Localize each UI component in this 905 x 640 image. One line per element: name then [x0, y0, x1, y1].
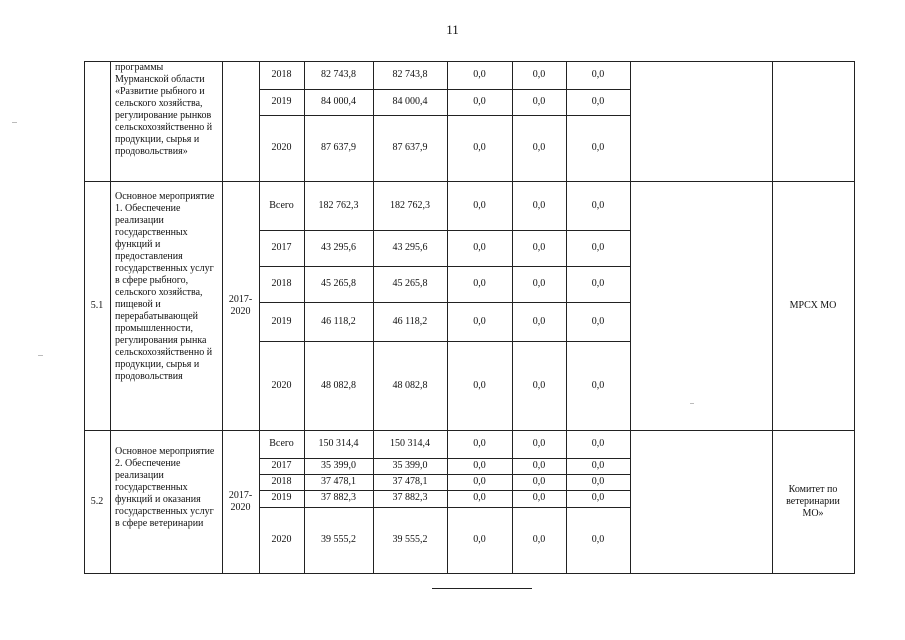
column-divider [854, 61, 855, 573]
value-cell: 0,0 [473, 242, 486, 253]
value-cell: 0,0 [473, 96, 486, 107]
value-cell: 82 743,8 [321, 69, 356, 80]
row-divider [259, 115, 631, 116]
table-bottom-border [84, 573, 855, 574]
value-cell: 84 000,4 [321, 96, 356, 107]
row-divider [259, 507, 631, 508]
value-cell: 0,0 [532, 492, 546, 503]
year-cell: 2019 [271, 316, 292, 327]
year-cell: 2018 [271, 476, 292, 487]
value-cell: 87 637,9 [392, 142, 428, 153]
year-cell: 2018 [271, 278, 292, 289]
year-cell: Всего [269, 438, 294, 449]
value-cell: 0,0 [532, 380, 546, 391]
row-divider [259, 490, 631, 491]
executor: МРСХ МО [789, 299, 837, 311]
row-number: 5.1 [90, 299, 104, 311]
value-cell: 0,0 [532, 200, 546, 211]
year-cell: 2017 [271, 460, 292, 471]
value-cell: 48 082,8 [321, 380, 356, 391]
value-cell: 48 082,8 [392, 380, 428, 391]
value-cell: 0,0 [473, 460, 486, 471]
value-cell: 182 762,3 [390, 200, 430, 211]
value-cell: 0,0 [473, 142, 486, 153]
value-cell: 150 314,4 [390, 438, 430, 449]
value-cell: 46 118,2 [392, 316, 428, 327]
value-cell: 0,0 [532, 278, 546, 289]
period: 2017- 2020 [228, 293, 253, 317]
value-cell: 0,0 [591, 534, 605, 545]
activity-description: Основное мероприятие 1. Обеспечение реализации государственных функций и предоставления государственных услуг в сфере рыбного, сельского хозяйства, пищевой и перерабатывающей промышленности, регулирования рынка сельскохозяйственно й продукции, сырья и продовольствия [115, 191, 215, 382]
value-cell: 0,0 [591, 96, 605, 107]
value-cell: 0,0 [473, 438, 486, 449]
value-cell: 0,0 [473, 69, 486, 80]
value-cell: 0,0 [591, 460, 605, 471]
value-cell: 37 882,3 [392, 492, 428, 503]
value-cell: 0,0 [532, 534, 546, 545]
value-cell: 0,0 [473, 476, 486, 487]
value-cell: 0,0 [532, 316, 546, 327]
value-cell: 0,0 [591, 316, 605, 327]
value-cell: 0,0 [532, 460, 546, 471]
value-cell: 35 399,0 [392, 460, 428, 471]
value-cell: 43 295,6 [321, 242, 356, 253]
row-divider [259, 474, 631, 475]
value-cell: 84 000,4 [392, 96, 428, 107]
row-number: 5.2 [90, 495, 104, 507]
value-cell: 37 882,3 [321, 492, 356, 503]
year-cell: 2019 [271, 96, 292, 107]
value-cell: 87 637,9 [321, 142, 356, 153]
page-number: 11 [446, 22, 459, 37]
period: 2017- 2020 [228, 489, 253, 513]
value-cell: 0,0 [473, 534, 486, 545]
year-cell: 2017 [271, 242, 292, 253]
activity-description: Основное мероприятие 2. Обеспечение реализации государственных функций и оказания государственных услуг в сфере ветеринарии [115, 446, 215, 529]
value-cell: 0,0 [532, 438, 546, 449]
value-cell: 0,0 [591, 142, 605, 153]
value-cell: 0,0 [591, 278, 605, 289]
value-cell: 37 478,1 [392, 476, 428, 487]
value-cell: 182 762,3 [318, 200, 359, 211]
value-cell: 0,0 [532, 96, 546, 107]
row-divider [259, 341, 631, 342]
row-divider [259, 458, 631, 459]
value-cell: 0,0 [591, 380, 605, 391]
value-cell: 0,0 [473, 380, 486, 391]
value-cell: 0,0 [591, 242, 605, 253]
row-divider [259, 230, 631, 231]
value-cell: 0,0 [591, 476, 605, 487]
value-cell: 0,0 [473, 200, 486, 211]
value-cell: 0,0 [532, 476, 546, 487]
value-cell: 0,0 [473, 492, 486, 503]
value-cell: 0,0 [591, 438, 605, 449]
year-cell: 2019 [271, 492, 292, 503]
value-cell: 45 265,8 [321, 278, 356, 289]
value-cell: 0,0 [591, 492, 605, 503]
value-cell: 39 555,2 [392, 534, 428, 545]
row-divider [259, 266, 631, 267]
value-cell: 0,0 [532, 142, 546, 153]
value-cell: 0,0 [473, 316, 486, 327]
year-cell: Всего [269, 200, 294, 211]
year-cell: 2020 [271, 534, 292, 545]
value-cell: 0,0 [532, 69, 546, 80]
row-divider [259, 89, 631, 90]
value-cell: 39 555,2 [321, 534, 356, 545]
value-cell: 0,0 [473, 278, 486, 289]
value-cell: 0,0 [591, 69, 605, 80]
value-cell: 37 478,1 [321, 476, 356, 487]
block-divider [84, 181, 855, 182]
value-cell: 0,0 [532, 242, 546, 253]
value-cell: 43 295,6 [392, 242, 428, 253]
footer-rule [432, 588, 532, 589]
scan-mark [690, 403, 694, 404]
row-divider [259, 302, 631, 303]
column-divider [630, 61, 631, 573]
year-cell: 2020 [271, 380, 292, 391]
value-cell: 150 314,4 [318, 438, 359, 449]
value-cell: 82 743,8 [392, 69, 428, 80]
block-divider [84, 430, 855, 431]
value-cell: 46 118,2 [321, 316, 356, 327]
value-cell: 0,0 [591, 200, 605, 211]
year-cell: 2018 [271, 69, 292, 80]
scan-mark [12, 122, 17, 123]
activity-description: программы Мурманской области «Развитие рыбного и сельского хозяйства, регулирование рынков сельскохозяйственно й продукции, сырья и продовольствия» [115, 62, 213, 157]
value-cell: 35 399,0 [321, 460, 356, 471]
executor: Комитет по ветеринарии МО» [786, 483, 840, 519]
scan-mark [38, 355, 43, 356]
value-cell: 45 265,8 [392, 278, 428, 289]
year-cell: 2020 [271, 142, 292, 153]
